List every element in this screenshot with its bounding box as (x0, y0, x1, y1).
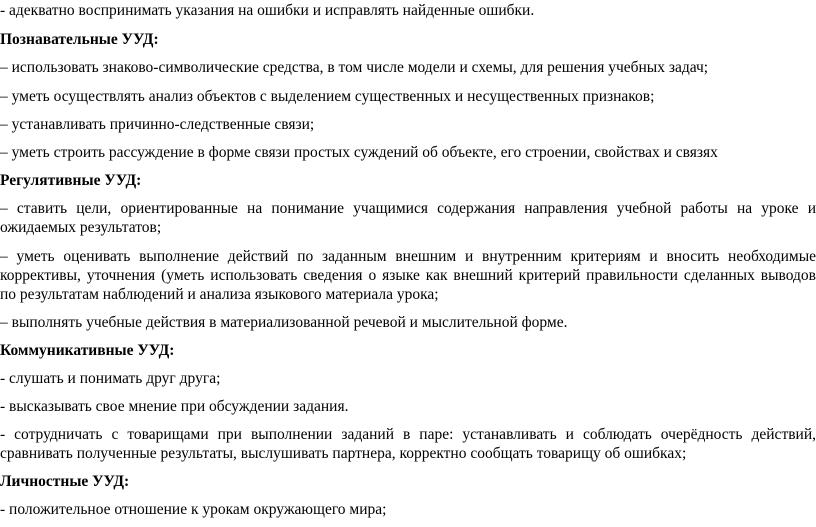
communicative-uud-heading: Коммуникативные УУД: (0, 342, 175, 359)
regulatory-item-2-line-1: – уметь оценивать выполнение действий по заданным внешним и внутренним критериям и вносить необходимые (0, 248, 816, 265)
communicative-item-3-line-1: - сотрудничать с товарищами при выполнении заданий в паре: устанавливать и соблюдать очерёдность действий, (0, 426, 816, 443)
regulatory-item-1-line-2: ожидаемых результатов; (0, 219, 162, 236)
regulatory-item-3: – выполнять учебные действия в материализованной речевой и мыслительной форме. (0, 314, 568, 331)
cognitive-uud-heading: Познавательные УУД: (0, 31, 159, 48)
personal-item-1: - положительное отношение к урокам окружающего мира; (0, 501, 387, 518)
personal-uud-heading: Личностные УУД: (0, 473, 130, 490)
regulatory-item-2-line-3: по результатам наблюдений и анализа языкового материала урока; (0, 286, 439, 303)
communicative-item-2: - высказывать свое мнение при обсуждении задания. (0, 398, 349, 415)
regulatory-uud-heading: Регулятивные УУД: (0, 172, 142, 189)
regulatory-item-1-line-1: – ставить цели, ориентированные на понимание учащимися содержания направления учебной работы на уроке и (0, 200, 816, 217)
communicative-item-1: - слушать и понимать друг друга; (0, 370, 221, 387)
cognitive-item-2: – уметь осуществлять анализ объектов с выделением существенных и несущественных признаков; (0, 88, 655, 105)
cognitive-item-4: – уметь строить рассуждение в форме связи простых суждений об объекте, его строении, свойствах и связях (0, 144, 718, 161)
cognitive-item-3: – устанавливать причинно-следственные связи; (0, 116, 315, 133)
intro-tail-line: - адекватно воспринимать указания на ошибки и исправлять найденные ошибки. (0, 2, 535, 19)
regulatory-item-2-line-2: коррективы, уточнения (уметь использовать сведения о языке как внешний критерий правильности сделанных выводов (0, 267, 816, 284)
communicative-item-3-line-2: сравнивать полученные результаты, выслушивать партнера, корректно сообщать товарищу об ошибках; (0, 445, 687, 462)
cognitive-item-1: – использовать знаково-символические средства, в том числе модели и схемы, для решения учебных задач; (0, 59, 709, 76)
